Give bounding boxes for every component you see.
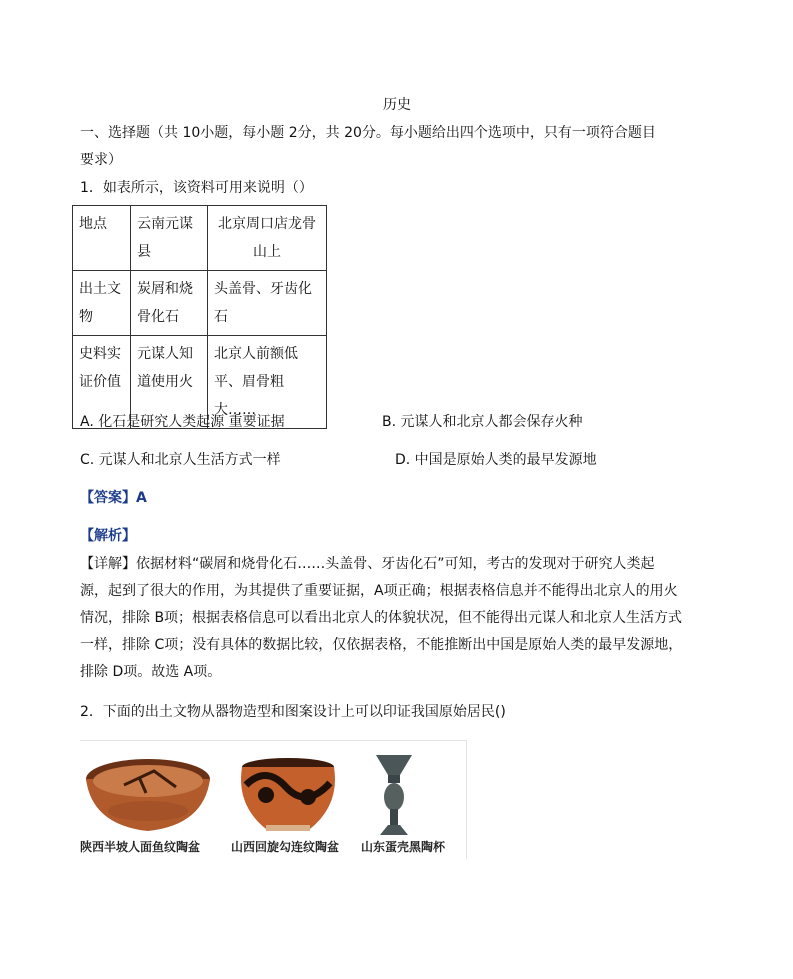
artifacts-figure: [80, 740, 467, 859]
question-1-stem: 1．如表所示，该资料可用来说明（）: [80, 180, 313, 196]
caption-fish-basin: 陕西半坡人面鱼纹陶盆: [80, 840, 201, 854]
table-cell: 元谋人知道使用火: [131, 336, 208, 429]
analysis-line: 情况，排除 B项；根据表格信息可以看出北京人的体貌状况，但不能得出元谋人和北京人生活方式: [80, 610, 683, 626]
swirl-basin-image: [236, 755, 340, 835]
question-2-stem: 2．下面的出土文物从器物造型和图案设计上可以印证我国原始居民(): [80, 704, 506, 720]
answer-label: 【答案】A: [80, 490, 147, 506]
info-table: [72, 205, 327, 429]
option-b: B. 元谋人和北京人都会保存火种: [382, 414, 583, 430]
table-cell: 北京周口店龙骨山上: [208, 206, 327, 271]
fish-basin-image: [84, 755, 212, 835]
caption-black-cup: 山东蛋壳黑陶杯: [361, 840, 446, 854]
black-cup-image: [370, 751, 418, 839]
table-row: [73, 271, 327, 336]
table-cell: 北京人前额低平、眉骨粗大……: [208, 336, 327, 429]
table-cell: 地点: [73, 206, 131, 271]
table-cell: 出土文物: [73, 271, 131, 336]
page-title: 历史: [383, 97, 411, 113]
table-cell: 头盖骨、牙齿化石: [208, 271, 327, 336]
option-a: A. 化石是研究人类起源 重要证据: [80, 414, 285, 430]
table-cell: 云南元谋县: [131, 206, 208, 271]
analysis-line: 源，起到了很大的作用，为其提供了重要证据，A项正确；根据表格信息并不能得出北京人的用火: [80, 583, 678, 599]
table-cell: 炭屑和烧骨化石: [131, 271, 208, 336]
section-heading: 一、选择题（共 10小题，每小题 2分，共 20分。每小题给出四个选项中，只有一项符合题目: [80, 125, 656, 141]
caption-swirl-basin: 山西回旋勾连纹陶盆: [231, 840, 340, 854]
analysis-label: 【解析】: [80, 528, 136, 544]
analysis-line: 排除 D项。故选 A项。: [80, 664, 222, 680]
option-c: C. 元谋人和北京人生活方式一样: [80, 452, 281, 468]
option-d: D. 中国是原始人类的最早发源地: [395, 452, 597, 468]
table-row: [73, 206, 327, 271]
table-cell: 史料实证价值: [73, 336, 131, 429]
section-heading-cont: 要求）: [80, 152, 122, 168]
analysis-line: 一样，排除 C项；没有具体的数据比较，仅依据表格，不能推断出中国是原始人类的最早发源地，: [80, 637, 683, 653]
analysis-line: 【详解】依据材料“碳屑和烧骨化石……头盖骨、牙齿化石”可知，考古的发现对于研究人类起: [80, 556, 655, 572]
